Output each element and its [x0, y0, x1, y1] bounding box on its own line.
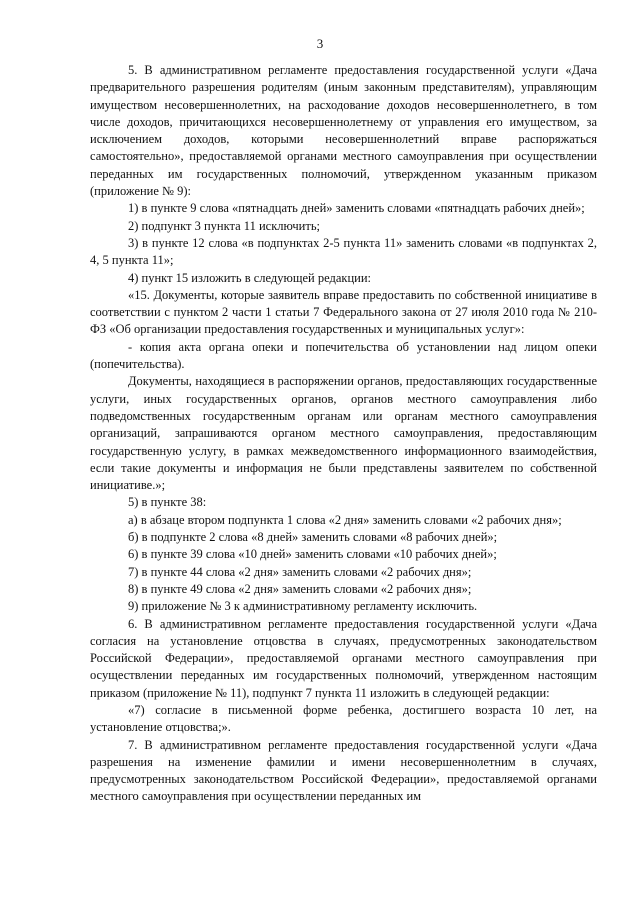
- paragraph-item-5: 5) в пункте 38:: [128, 495, 207, 510]
- paragraph-copy-act: - копия акта органа опеки и попечительства об установлении над лицом опеки (попечительства).: [90, 339, 597, 372]
- paragraph-documents: Документы, находящиеся в распоряжении органов, предоставляющих государственные услуги, иных государственных органов, органов местного самоуправления либо подведомственных государственным органам или органам местного самоуправления организаций, запрашиваются органом местного самоуправления, предоставляющим государственную услугу, в рамках межведомственного информационного взаимодействия, если такие документы и информация не были представлены заявителем по собственной инициативе.»;: [90, 374, 597, 493]
- paragraph-amendment-7: 7. В административном регламенте предоставления государственной услуги «Дача разрешения на изменение фамилии и имени несовершеннолетним в случаях, предусмотренных законодательством Российской Федерации», предоставляемой органами местного самоуправления при осуществлении переданных им: [90, 737, 597, 804]
- paragraph-item-2: 2) подпункт 3 пункта 11 исключить;: [128, 218, 320, 233]
- paragraph-item-4: 4) пункт 15 изложить в следующей редакции:: [128, 270, 371, 285]
- paragraph-item-6: 6) в пункте 39 слова «10 дней» заменить словами «10 рабочих дней»;: [128, 547, 497, 562]
- paragraph-item-8: 8) в пункте 49 слова «2 дня» заменить словами «2 рабочих дня»;: [128, 581, 472, 596]
- paragraph-item-9: 9) приложение № 3 к административному регламенту исключить.: [128, 599, 478, 614]
- document-body: [90, 62, 597, 806]
- paragraph-item-7: 7) в пункте 44 слова «2 дня» заменить словами «2 рабочих дня»;: [128, 564, 472, 579]
- page-number: 3: [316, 36, 324, 51]
- paragraph-amendment-6: 6. В административном регламенте предоставления государственной услуги «Дача согласия на установление отцовства в случаях, предусмотренных законодательством Российской Федерации», предоставляемой органами местного самоуправления при осуществлении переданных им государственных полномочий, утвержденном настоящим приказом (приложение № 11), подпункт 7 пункта 11 изложить в следующей редакции:: [90, 616, 597, 700]
- paragraph-subitem-7: «7) согласие в письменной форме ребенка, достигшего возраста 10 лет, на установление отцовства;».: [90, 702, 597, 735]
- paragraph-item-3: 3) в пункте 12 слова «в подпунктах 2-5 пункта 11» заменить словами «в подпунктах 2, 4, 5 пункта 11»;: [90, 235, 597, 268]
- paragraph-point-15: «15. Документы, которые заявитель вправе предоставить по собственной инициативе в соответствии с пунктом 2 части 1 статьи 7 Федерального закона от 27 июля 2010 года № 210-ФЗ «Об организации предоставления государственных и муниципальных услуг»:: [90, 287, 597, 337]
- paragraph-item-5a: а) в абзаце втором подпункта 1 слова «2 дня» заменить словами «2 рабочих дня»;: [128, 512, 562, 527]
- paragraph-item-1: 1) в пункте 9 слова «пятнадцать дней» заменить словами «пятнадцать рабочих дней»;: [128, 201, 585, 216]
- paragraph-amendment-5-intro: 5. В административном регламенте предоставления государственной услуги «Дача предварительного разрешения родителям (иным законным представителям), управляющим имуществом несовершеннолетних, на расходование доходов несовершеннолетнего, в том числе доходов, причитающихся несовершеннолетнему от управления его имуществом, за исключением доходов, которыми несовершеннолетний вправе распоряжаться самостоятельно», предоставляемой органами местного самоуправления при осуществлении переданных им государственных полномочий, утвержденном указанным приказом (приложение № 9):: [90, 63, 597, 199]
- paragraph-item-5b: б) в подпункте 2 слова «8 дней» заменить словами «8 рабочих дней»;: [128, 530, 498, 545]
